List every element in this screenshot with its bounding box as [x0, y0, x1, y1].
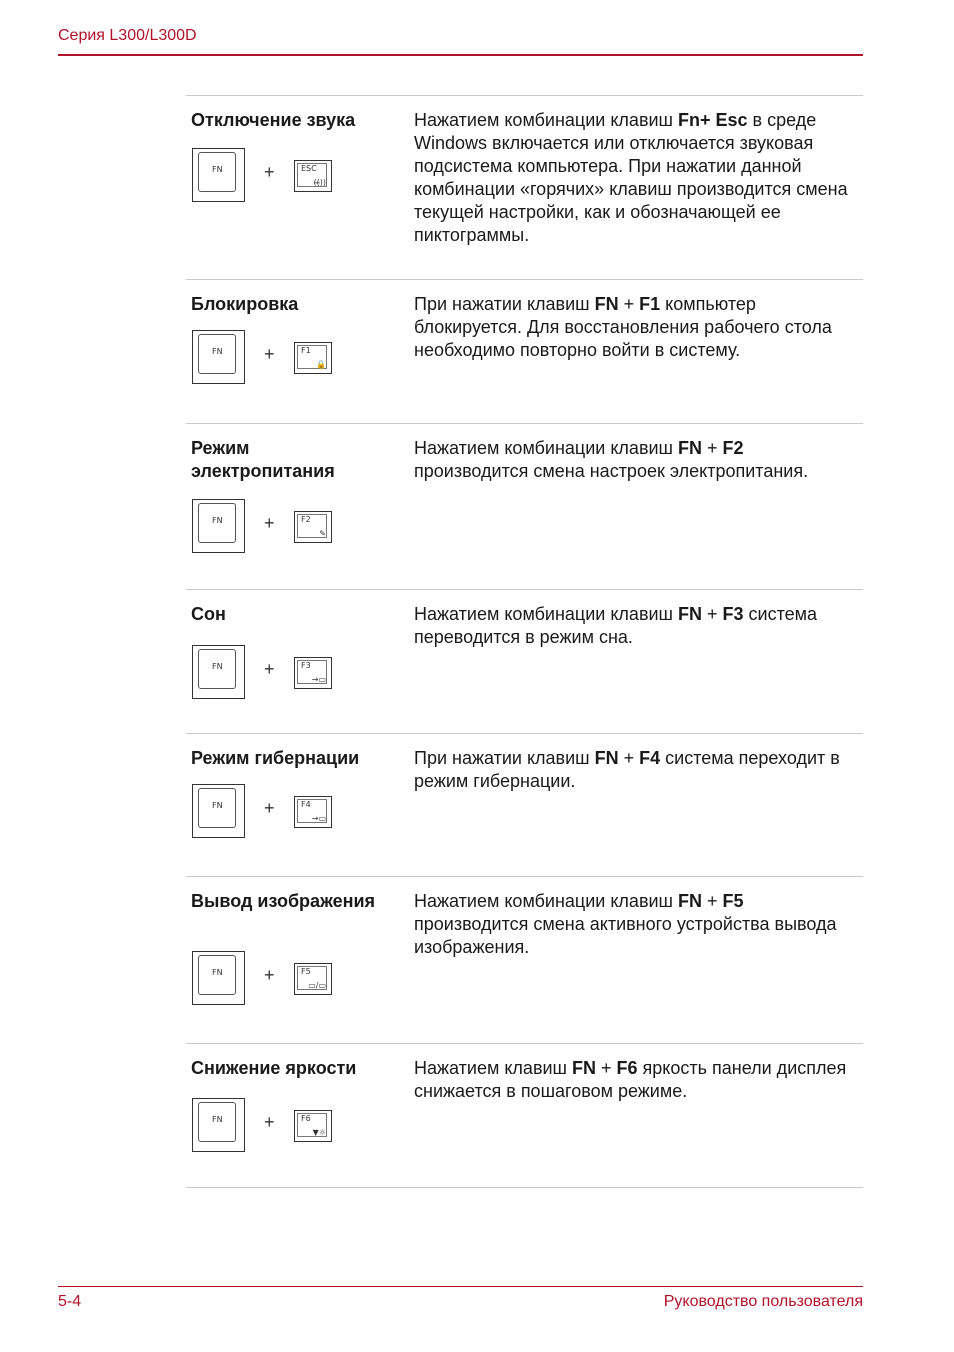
- row-title: Режим электропитания: [191, 438, 335, 481]
- f6-key-icon: F6 ▼☼: [294, 1110, 332, 1142]
- fn-key-icon: FN: [192, 1098, 245, 1152]
- page-header-title: Серия L300/L300D: [58, 27, 197, 44]
- f3-key-icon: F3 →▭: [294, 657, 332, 689]
- row-description: Нажатием комбинации клавиш FN + F3 система переводится в режим сна.: [414, 604, 818, 647]
- row-description: Нажатием комбинации клавиш FN + F5 производится смена активного устройства вывода изображения.: [414, 891, 837, 957]
- hotkey-table: [186, 95, 863, 1188]
- f4-key-icon: F4 →▭: [294, 796, 332, 828]
- plus-sign: +: [264, 162, 275, 182]
- key-combo: [192, 499, 342, 557]
- table-row: [186, 95, 863, 279]
- row-title: Блокировка: [191, 294, 299, 314]
- key-combo: [192, 148, 342, 206]
- table-row: [186, 589, 863, 733]
- table-row: [186, 1043, 863, 1188]
- power-plan-icon: ✎: [319, 529, 326, 538]
- row-description: Нажатием комбинации клавиш FN + F2 производится смена настроек электропитания.: [414, 438, 809, 481]
- f2-key-icon: F2 ✎: [294, 511, 332, 543]
- row-description: Нажатием клавиш FN + F6 яркость панели дисплея снижается в пошаговом режиме.: [414, 1058, 847, 1101]
- key-combo: [192, 784, 342, 842]
- hibernate-icon: →▭: [311, 814, 326, 823]
- f1-key-icon: F1 🔒: [294, 342, 332, 374]
- footer-rule: [58, 1286, 863, 1287]
- table-row: [186, 876, 863, 1043]
- plus-sign: +: [264, 798, 275, 818]
- header-rule: [58, 54, 863, 56]
- row-description: При нажатии клавиш FN + F1 компьютер блокируется. Для восстановления рабочего стола необходимо повторно войти в систему.: [414, 294, 832, 360]
- key-combo: [192, 645, 342, 703]
- sleep-icon: →▭: [311, 675, 326, 684]
- row-title: Сон: [191, 604, 226, 624]
- row-title: Режим гибернации: [191, 748, 360, 768]
- plus-sign: +: [264, 659, 275, 679]
- f5-key-icon: F5 ▭/▭: [294, 963, 332, 995]
- key-combo: [192, 951, 342, 1009]
- fn-key-icon: FN: [192, 645, 245, 699]
- fn-key-icon: FN: [192, 148, 245, 202]
- lock-icon: 🔒: [316, 360, 326, 369]
- plus-sign: +: [264, 1112, 275, 1132]
- row-title: Вывод изображения: [191, 891, 376, 911]
- table-row: [186, 279, 863, 423]
- footer-page-number: 5-4: [58, 1293, 82, 1310]
- row-description: Нажатием комбинации клавиш Fn+ Esc в среде Windows включается или отключается звуковая подсистема компьютера. При нажатии данной комбинации «горячих» клавиш производится смена текущей настройки, как и обозначающей ее пиктограммы.: [414, 110, 848, 245]
- row-description: При нажатии клавиш FN + F4 система переходит в режим гибернации.: [414, 748, 840, 791]
- key-combo: [192, 330, 342, 388]
- key-combo: [192, 1098, 342, 1156]
- row-title: Отключение звука: [191, 110, 356, 130]
- row-title: Снижение яркости: [191, 1058, 357, 1078]
- table-row: [186, 733, 863, 876]
- esc-key-icon: ESC ((̶̶)): [294, 160, 332, 192]
- mute-icon: ((̶̶)): [313, 178, 326, 187]
- display-switch-icon: ▭/▭: [308, 981, 326, 990]
- table-row: [186, 423, 863, 589]
- plus-sign: +: [264, 344, 275, 364]
- fn-key-icon: FN: [192, 951, 245, 1005]
- fn-key-icon: FN: [192, 784, 245, 838]
- fn-key-icon: FN: [192, 330, 245, 384]
- fn-key-icon: FN: [192, 499, 245, 553]
- plus-sign: +: [264, 513, 275, 533]
- brightness-down-icon: ▼☼: [312, 1128, 326, 1137]
- plus-sign: +: [264, 965, 275, 985]
- footer-title: Руководство пользователя: [663, 1293, 863, 1310]
